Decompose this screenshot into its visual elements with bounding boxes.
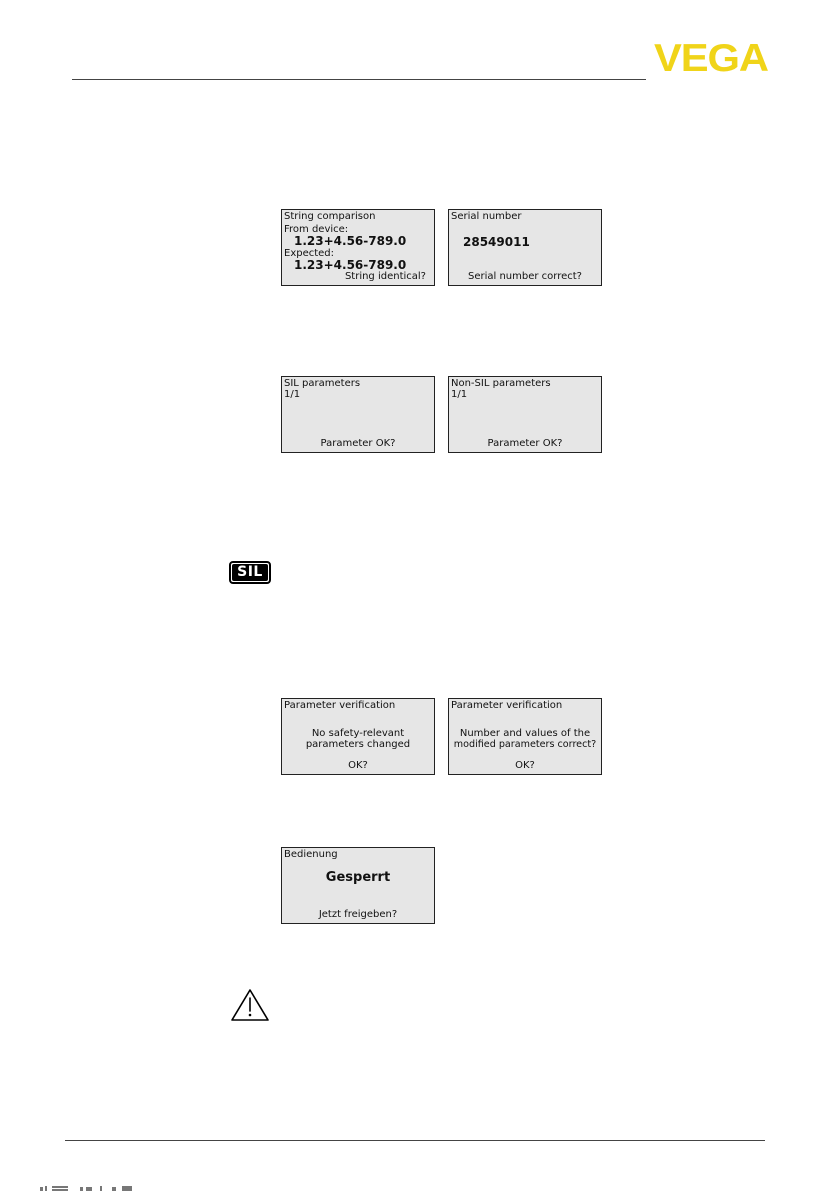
display-prompt: Parameter OK? [487, 438, 563, 449]
display-title: Bedienung [284, 849, 338, 860]
warning-icon [230, 988, 270, 1022]
footer-rule [65, 1140, 765, 1141]
vega-logo-text: VEGA [654, 40, 769, 76]
display-prompt: String identical? [344, 271, 426, 282]
display-title: Parameter verification [451, 700, 563, 711]
display-string-comparison [281, 209, 435, 286]
display-prompt: OK? [348, 760, 368, 771]
expected-label: Expected: [284, 248, 335, 259]
display-title: Parameter verification [284, 700, 396, 711]
display-prompt: Parameter OK? [320, 438, 396, 449]
message-line-2: modified parameters correct? [453, 739, 597, 750]
header-rule [72, 79, 646, 80]
message-line-1: No safety-relevant [311, 728, 405, 739]
message-line-1: Number and values of the [459, 728, 591, 739]
serial-number-value: 28549011 [463, 235, 530, 249]
display-title: SIL parameters [284, 378, 361, 389]
display-serial-number [448, 209, 602, 286]
display-operation-locked [281, 847, 435, 924]
lock-status: Gesperrt [325, 870, 391, 885]
expected-value: 1.23+4.56-789.0 [294, 258, 407, 272]
display-non-sil-parameters [448, 376, 602, 453]
display-prompt: Jetzt freigeben? [318, 909, 398, 920]
message-line-2: parameters changed [305, 739, 411, 750]
display-verification-changed [448, 698, 602, 775]
from-device-value: 1.23+4.56-789.0 [294, 234, 407, 248]
display-title: Non-SIL parameters [451, 378, 551, 389]
sil-badge-icon [229, 561, 271, 584]
from-device-label: From device: [284, 224, 349, 235]
vega-logo [652, 40, 770, 76]
page-indicator: 1/1 [451, 389, 468, 400]
display-title: Serial number [451, 211, 522, 222]
scan-artifact [0, 1184, 160, 1192]
display-sil-parameters [281, 376, 435, 453]
display-title: String comparison [284, 211, 376, 222]
sil-badge-label: SIL [232, 564, 268, 581]
display-prompt: Serial number correct? [467, 271, 582, 282]
page-indicator: 1/1 [284, 389, 301, 400]
display-prompt: OK? [515, 760, 535, 771]
display-verification-none [281, 698, 435, 775]
